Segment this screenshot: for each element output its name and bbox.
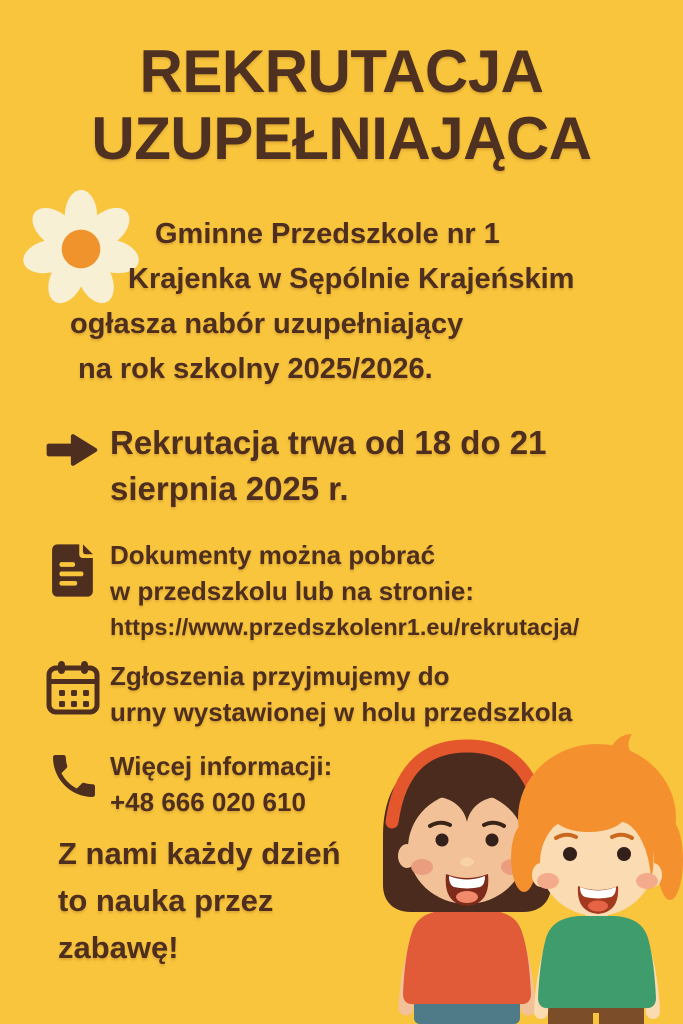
contact-phone-number: +48 666 020 610 — [110, 787, 306, 817]
section-contact — [110, 748, 332, 820]
title-line-1: REKRUTACJA — [139, 38, 544, 105]
documents-line-1: Dokumenty można pobrać — [110, 540, 436, 570]
intro-line-4: na rok szkolny 2025/2026. — [78, 353, 433, 385]
phone-icon — [46, 748, 102, 804]
documents-line-2: w przedszkolu lub na stronie: — [110, 576, 475, 606]
intro-line-2: Krajenka w Sępólnie Krajeńskim — [128, 263, 575, 295]
slogan-line-1: Z nami każdy dzień — [58, 836, 341, 871]
section-documents — [110, 537, 579, 645]
submissions-line-1: Zgłoszenia przyjmujemy do — [110, 661, 450, 691]
slogan-line-2: to nauka przez — [58, 883, 274, 918]
calendar-icon — [46, 659, 100, 717]
intro-paragraph — [0, 212, 683, 392]
title-line-2: UZUPEŁNIAJĄCA — [91, 105, 592, 172]
children-illustration — [360, 720, 683, 1024]
arrow-right-icon — [46, 431, 100, 469]
slogan — [58, 830, 341, 971]
page-title — [0, 38, 683, 172]
contact-line-1: Więcej informacji: — [110, 751, 333, 781]
document-icon — [50, 542, 96, 599]
intro-line-3: ogłasza nabór uzupełniający — [70, 308, 464, 340]
section-dates — [110, 420, 547, 512]
dates-line-1: Rekrutacja trwa od 18 do 21 — [110, 424, 547, 461]
intro-line-1: Gminne Przedszkole nr 1 — [155, 218, 500, 250]
dates-line-2: sierpnia 2025 r. — [110, 470, 349, 507]
documents-url: https://www.przedszkolenr1.eu/rekrutacja/ — [110, 614, 580, 640]
slogan-line-3: zabawę! — [58, 930, 179, 965]
submissions-line-2: urny wystawionej w holu przedszkola — [110, 697, 573, 727]
boy-illustration — [511, 734, 683, 1024]
